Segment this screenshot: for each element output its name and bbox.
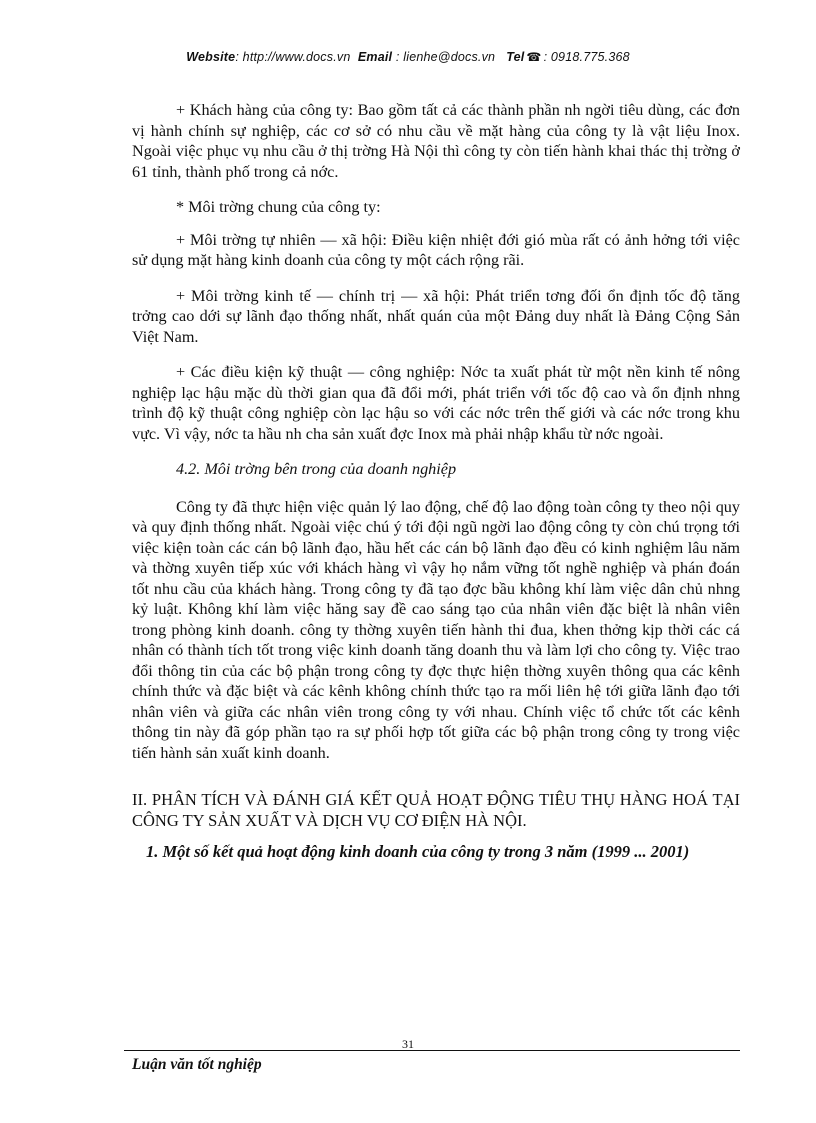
email-address[interactable]: : lienhe@docs.vn (392, 50, 496, 64)
subheading-internal-environment: 4.2. Môi trờng bên trong của doanh nghiệp (176, 460, 457, 478)
paragraph-general-environment: * Môi trờng chung của công ty: (176, 198, 381, 216)
tel-label: Tel (506, 50, 525, 64)
paragraph-customers: + Khách hàng của công ty: Bao gồm tất cả các thành phần nh ngời tiêu dùng, các đơn vị hành chính sự nghiệp, các cơ sở có nhu cầu về mặt hàng của công ty là vật liệu Inox. Ngoài việc phục vụ nhu cầu ở thị trờng Hà Nội thì công ty còn tiến hành khai thác thị trờng ở 61 tỉnh, thành phố trong cả nớc. (132, 101, 740, 181)
paragraph-internal-body: Công ty đã thực hiện việc quản lý lao động, chế độ lao động toàn công ty theo nội quy và quy định thống nhất. Ngoài việc chú ý tới đội ngũ ngời lao động công ty còn chú trọng tới việc kiện toàn các cán bộ lãnh đạo, hầu hết các cán bộ lãnh đạo đều có kinh nghiệm lâu năm và thờng xuyên tiếp xúc với khách hàng vì vậy họ nắm vững tốt nghề nghiệp và phán đoán tốt nhu cầu của khách hàng. Trong công ty đã tạo đợc bầu không khí làm việc dân chủ nhng kỷ luật. Không khí làm việc hăng say đề cao sáng tạo của nhân viên đặc biệt là nhân viên trong phòng kinh doanh. công ty thờng xuyên tiến hành thi đua, khen thởng kịp thời các cá nhân có thành tích tốt trong việc kinh doanh tăng doanh thu và làm lợi cho công ty. Việc trao đổi thông tin của các bộ phận trong công ty đợc thực hiện thờng xuyên thông qua các kênh chính thức và đặc biệt và các kênh không chính thức tạo ra mối liên hệ tới giữa lãnh đạo tới nhân viên và giữa các nhân viên trong công ty với nhau. Chính việc tổ chức tốt các kênh thông tin này đã góp phần tạo ra sự phối hợp tốt giữa các bộ phận trong công ty trong việc tiến hành sản xuất kinh doanh. (132, 497, 740, 762)
phone-icon: ☎ (526, 50, 542, 64)
page-header (0, 50, 816, 64)
subsection-heading: 1. Một số kết quả hoạt động kinh doanh của công ty trong 3 năm (1999 ... 2001) (146, 842, 690, 861)
document-body (132, 100, 740, 862)
website-url[interactable]: : http://www.docs.vn (235, 50, 351, 64)
email-label: Email (357, 50, 393, 64)
paragraph-technical-conditions: + Các điều kiện kỹ thuật — công nghiệp: Nớc ta xuất phát từ một nền kinh tế nông nghiệp lạc hậu mặc dù thời gian qua đã đổi mới, phát triển với tốc độ cao và ổn định nhng trình độ kỹ thuật công nghiệp còn lạc hậu so với các nớc trên thế giới và các nớc trong khu vực. Vì vậy, nớc ta hầu nh cha sản xuất đợc Inox mà phải nhập khẩu từ nớc ngoài. (132, 363, 740, 443)
tel-number: : 0918.775.368 (543, 50, 630, 64)
paragraph-natural-environment: + Môi trờng tự nhiên — xã hội: Điều kiện nhiệt đới gió mùa rất có ảnh hởng tới việc sử dụng mặt hàng kinh doanh của công ty một cách rộng rãi. (132, 230, 740, 269)
footer-title: Luận văn tốt nghiệp (132, 1056, 262, 1073)
paragraph-economic-environment: + Môi trờng kinh tế — chính trị — xã hội: Phát triển tơng đối ổn định tốc độ tăng trởng cao dới sự lãnh đạo thống nhất, nhất quán của một Đảng duy nhất là Đảng Cộng Sản Việt Nam. (132, 286, 740, 346)
footer-divider (124, 1050, 740, 1051)
section-heading: II. PHÂN TÍCH VÀ ĐÁNH GIÁ KẾT QUẢ HOẠT ĐỘNG TIÊU THỤ HÀNG HOÁ TẠI CÔNG TY SẢN XUẤT VÀ DỊCH VỤ CƠ ĐIỆN HÀ NỘI. (132, 790, 740, 830)
page-number: 31 (402, 1037, 414, 1051)
website-label: Website (186, 50, 236, 64)
